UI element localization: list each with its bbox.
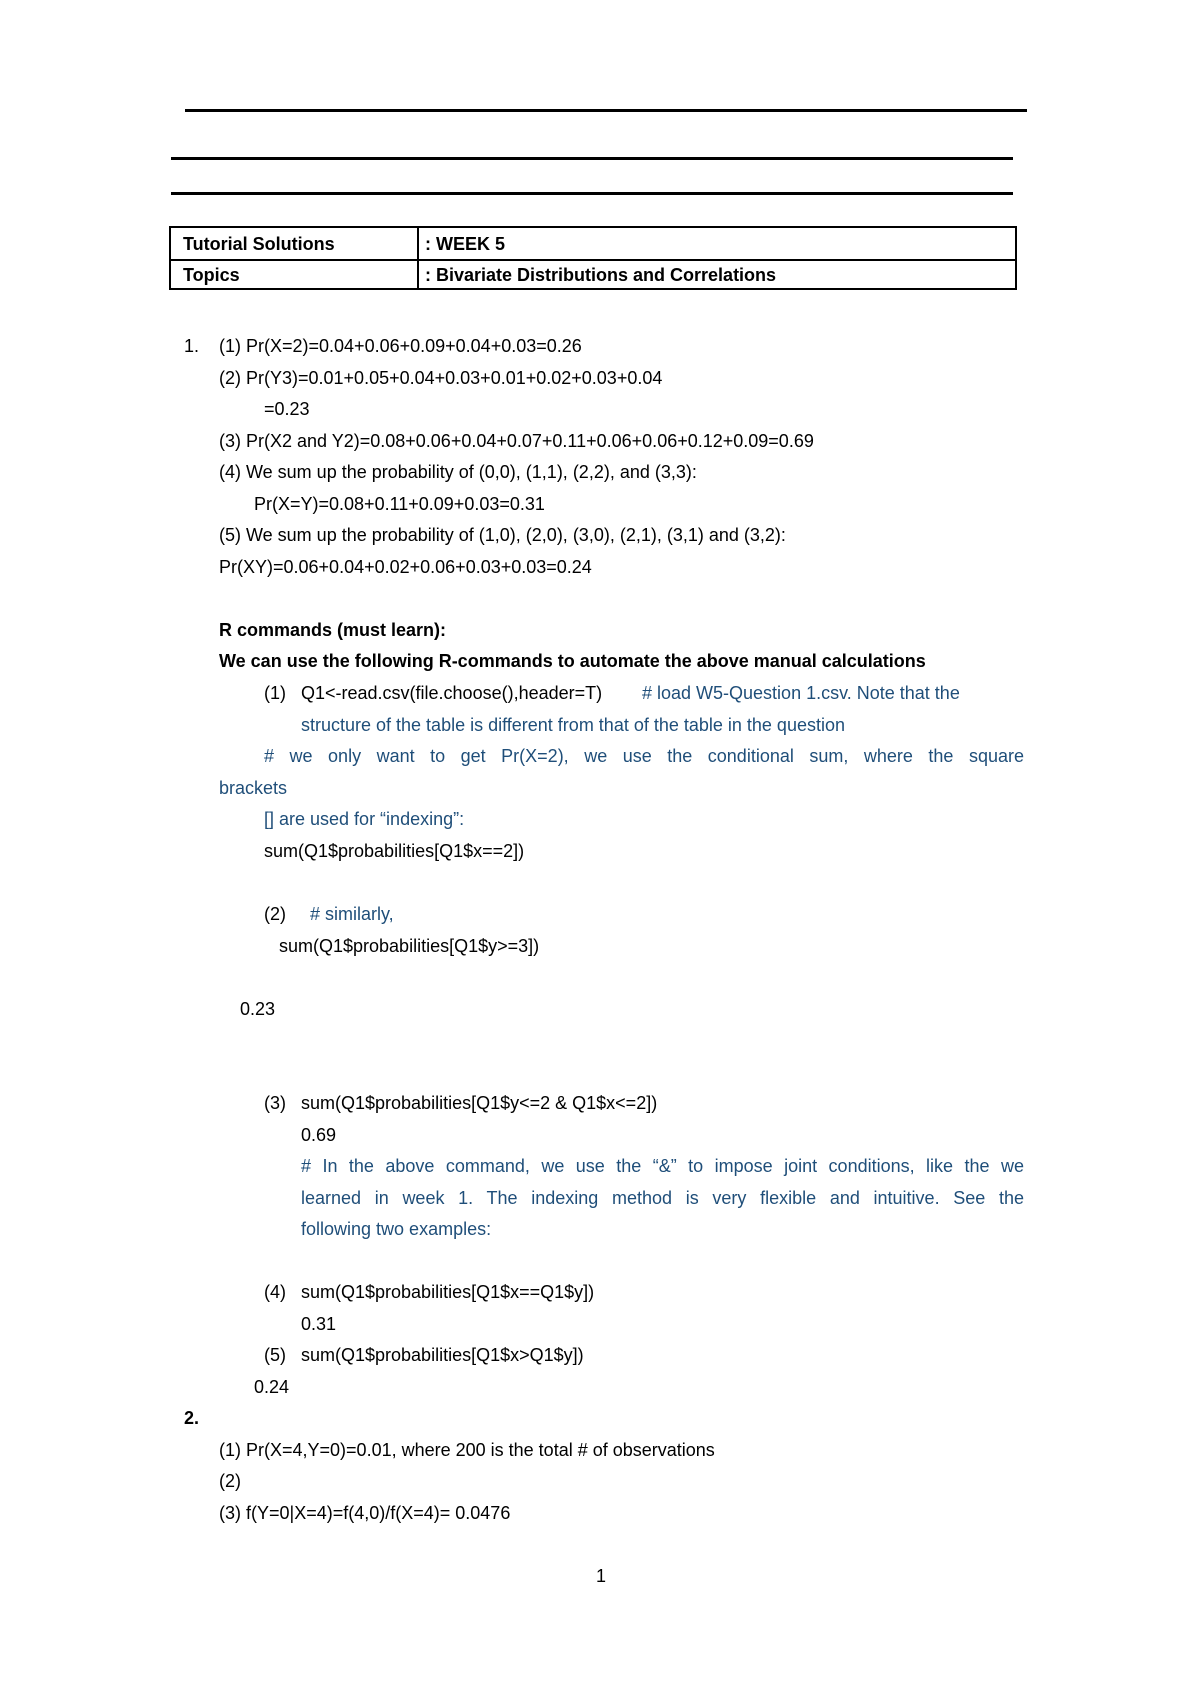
r-command: sum(Q1$probabilities[Q1$x>Q1$y]) [301,1345,584,1365]
r-command: sum(Q1$probabilities[Q1$x==2]) [264,841,525,861]
r-result: 0.24 [254,1377,290,1397]
r-result: 0.69 [301,1125,337,1145]
r-comment: # load W5-Question 1.csv. Note that the [642,683,960,703]
r-comment: # we only want to get Pr(X=2), we use the conditional sum, where the square [264,746,1024,766]
r-comment: brackets [219,778,288,798]
question-number: 2. [184,1408,200,1428]
page-number: 1 [596,1566,607,1586]
top-rule-2 [171,157,1013,160]
r-command: sum(Q1$probabilities[Q1$y>=3]) [279,936,540,956]
r-commands-heading: R commands (must learn): [219,620,447,640]
r-comment: [] are used for “indexing”: [264,809,465,829]
header-value: : WEEK 5 [425,234,506,254]
top-rule-1 [185,109,1027,112]
answer-line: (3) Pr(X2 and Y2)=0.08+0.06+0.04+0.07+0.11+0.06+0.06+0.12+0.09=0.69 [219,431,814,451]
r-command: Q1<-read.csv(file.choose(),header=T) [301,683,603,703]
answer-line: (2) [219,1471,241,1491]
r-item-label: (1) [264,683,286,703]
header-label: Topics [183,265,240,285]
answer-line: Pr(X=Y)=0.08+0.11+0.09+0.03=0.31 [254,494,545,514]
answer-line: (5) We sum up the probability of (1,0), (2,0), (3,0), (2,1), (3,1) and (3,2): [219,525,786,545]
r-result: 0.31 [301,1314,337,1334]
r-item-label: (2) [264,904,286,924]
r-item-label: (4) [264,1282,286,1302]
r-item-label: (3) [264,1093,286,1113]
question-number: 1. [184,336,200,356]
r-comment: following two examples: [301,1219,492,1239]
r-command: sum(Q1$probabilities[Q1$y<=2 & Q1$x<=2]) [301,1093,658,1113]
answer-line: (1) Pr(X=2)=0.04+0.06+0.09+0.04+0.03=0.26 [219,336,582,356]
r-comment: learned in week 1. The indexing method is very flexible and intuitive. See the [301,1188,1024,1208]
header-row-tutorial [171,228,1015,261]
r-commands-intro: We can use the following R-commands to automate the above manual calculations [219,651,926,671]
answer-line: (2) Pr(Y3)=0.01+0.05+0.04+0.03+0.01+0.02+0.03+0.04 [219,368,663,388]
header-table [169,226,1017,290]
header-label: Tutorial Solutions [183,234,335,254]
answer-line: (4) We sum up the probability of (0,0), (1,1), (2,2), and (3,3): [219,462,697,482]
answer-line: Pr(XY)=0.06+0.04+0.02+0.06+0.03+0.03=0.24 [219,557,592,577]
answer-line: (1) Pr(X=4,Y=0)=0.01, where 200 is the total # of observations [219,1440,715,1460]
r-comment: structure of the table is different from that of the table in the question [301,715,845,735]
r-result: 0.23 [240,999,276,1019]
r-comment: # In the above command, we use the “&” to impose joint conditions, like the we [301,1156,1024,1176]
r-item-label: (5) [264,1345,286,1365]
header-row-topics [171,259,1015,290]
header-value: : Bivariate Distributions and Correlations [425,265,777,285]
answer-line: =0.23 [264,399,310,419]
r-command: sum(Q1$probabilities[Q1$x==Q1$y]) [301,1282,595,1302]
top-rule-3 [171,192,1013,195]
r-comment: # similarly, [310,904,394,924]
answer-line: (3) f(Y=0|X=4)=f(4,0)/f(X=4)= 0.0476 [219,1503,511,1523]
